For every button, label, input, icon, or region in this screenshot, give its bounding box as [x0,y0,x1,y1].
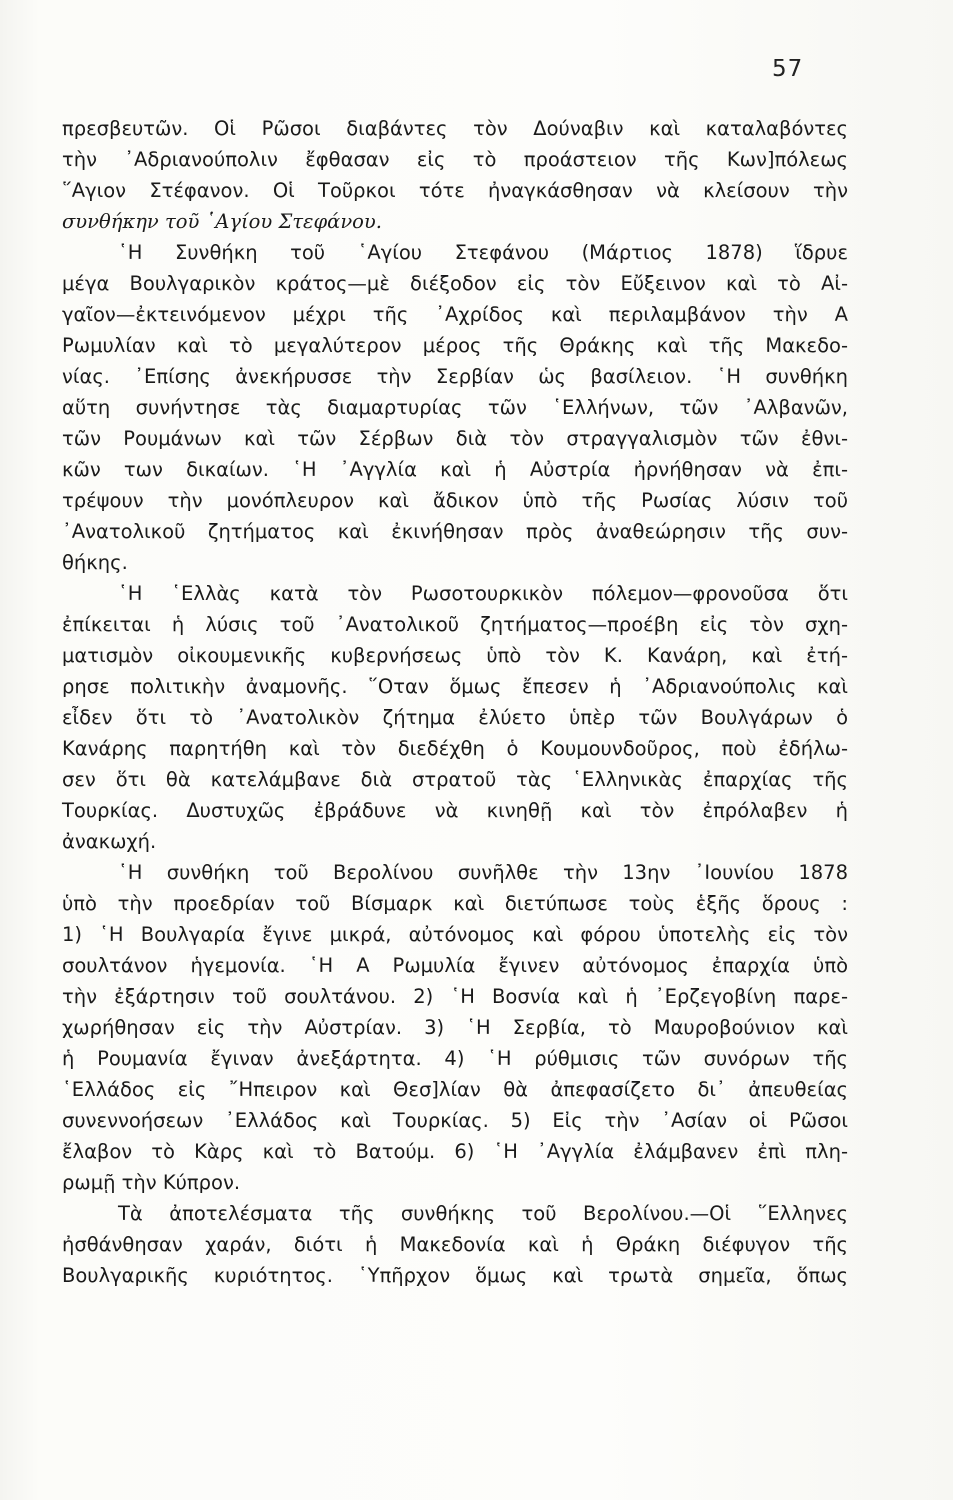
text-line: Ρωμυλίαν καὶ τὸ μεγαλύτερον μέρος τῆς Θράκης καὶ τῆς Μακεδο- [62,334,848,357]
text-line: ματισμὸν οἰκουμενικῆς κυβερνήσεως ὑπὸ τὸν Κ. Κανάρη, καὶ ἐτή- [62,644,848,667]
text-line: ῾Η συνθήκη τοῦ Βερολίνου συνῆλθε τὴν 13ην ᾿Ιουνίου 1878 [118,861,848,884]
text-line: σεν ὅτι θὰ κατελάμβανε διὰ στρατοῦ τὰς ῾Ελληνικὰς ἐπαρχίας τῆς [62,768,848,791]
text-line: ἡ Ρουμανία ἔγιναν ἀνεξάρτητα. 4) ῾Η ρύθμισις τῶν συνόρων τῆς [62,1047,848,1070]
text-line: ῞Αγιον Στέφανον. Οἱ Τοῦρκοι τότε ἠναγκάσθησαν νὰ κλείσουν τὴν [62,179,848,202]
text-line: Τὰ ἀποτελέσματα τῆς συνθήκης τοῦ Βερολίνου.—Οἱ ῞Ελληνες [118,1202,848,1225]
text-line: ἔλαβον τὸ Κὰρς καὶ τὸ Βατούμ. 6) ῾Η ᾿Αγγλία ἐλάμβανεν ἐπὶ πλη- [62,1140,848,1163]
text-line: ἠσθάνθησαν χαράν, διότι ἡ Μακεδονία καὶ ἡ Θράκη διέφυγον τῆς [62,1233,848,1256]
text-line: ᾿Ανατολικοῦ ζητήματος καὶ ἐκινήθησαν πρὸς ἀναθεώρησιν τῆς συν- [62,520,848,543]
text-line: ῾Η ῾Ελλὰς κατὰ τὸν Ρωσοτουρκικὸν πόλεμον—φρονοῦσα ὅτι [118,582,848,605]
text-line: αὕτη συνήντησε τὰς διαμαρτυρίας τῶν ῾Ελλήνων, τῶν ᾿Αλβανῶν, [62,396,848,419]
text-line: τρέψουν τὴν μονόπλευρον καὶ ἄδικον ὑπὸ τῆς Ρωσίας λύσιν τοῦ [62,489,848,512]
text-line: ἀνακωχή. [62,830,157,853]
text-body [62,113,848,1291]
text-line: 1) ῾Η Βουλγαρία ἔγινε μικρά, αὐτόνομος καὶ φόρου ὑποτελὴς εἰς τὸν [62,923,848,946]
text-line: νίας. ᾿Επίσης ἀνεκήρυσσε τὴν Σερβίαν ὡς βασίλειον. ῾Η συνθήκη [62,365,848,388]
text-line: Κανάρης παρητήθη καὶ τὸν διεδέχθη ὁ Κουμουνδοῦρος, ποὺ ἐδήλω- [62,737,848,760]
text-line: πρεσβευτῶν. Οἱ Ρῶσοι διαβάντες τὸν Δούναβιν καὶ καταλαβόντες [62,117,848,140]
text-line: μέγα Βουλγαρικὸν κράτος—μὲ διέξοδον εἰς τὸν Εὔξεινον καὶ τὸ Αἰ- [62,272,848,295]
text-line: ῾Ελλάδος εἰς ῎Ηπειρον καὶ Θεσ]λίαν θὰ ἀπεφασίζετο δι᾿ ἀπευθείας [62,1078,848,1101]
text-line: χωρήθησαν εἰς τὴν Αὐστρίαν. 3) ῾Η Σερβία, τὸ Μαυροβούνιον καὶ [62,1016,848,1039]
text-line: ρωμῇ τὴν Κύπρον. [62,1171,241,1194]
page-number: 57 [772,56,804,82]
text-line: συνθήκην τοῦ ῾Αγίου Στεφάνου. [62,210,382,233]
text-line: σουλτάνον ἡγεμονία. ῾Η Α Ρωμυλία ἔγινεν αὐτόνομος ἐπαρχία ὑπὸ [62,954,848,977]
text-line: τῶν Ρουμάνων καὶ τῶν Σέρβων διὰ τὸν στραγγαλισμὸν τῶν ἐθνι- [62,427,848,450]
text-line: συνεννοήσεων ᾿Ελλάδος καὶ Τουρκίας. 5) Εἰς τὴν ᾿Ασίαν οἱ Ρῶσοι [62,1109,848,1132]
text-line: ὑπὸ τὴν προεδρίαν τοῦ Βίσμαρκ καὶ διετύπωσε τοὺς ἑξῆς ὅρους : [62,892,848,915]
text-line: γαῖον—ἐκτεινόμενον μέχρι τῆς ᾿Αχρίδος καὶ περιλαμβάνον τὴν Α [62,303,848,326]
text-line: τὴν ᾿Αδριανούπολιν ἔφθασαν εἰς τὸ προάστειον τῆς Κων]πόλεως [62,148,848,171]
text-line: Βουλγαρικῆς κυριότητος. ῾Υπῆρχον ὅμως καὶ τρωτὰ σημεῖα, ὅπως [62,1264,848,1287]
text-line: θήκης. [62,551,128,574]
text-line: ῾Η Συνθήκη τοῦ ῾Αγίου Στεφάνου (Μάρτιος 1878) ἵδρυε [118,241,848,264]
text-line: ρησε πολιτικὴν ἀναμονῆς. ῞Οταν ὅμως ἔπεσεν ἡ ᾿Αδριανούπολις καὶ [62,675,848,698]
text-line: Τουρκίας. Δυστυχῶς ἐβράδυνε νὰ κινηθῇ καὶ τὸν ἐπρόλαβεν ἡ [62,799,848,822]
text-line: κῶν των δικαίων. ῾Η ᾿Αγγλία καὶ ἡ Αὐστρία ἠρνήθησαν νὰ ἐπι- [62,458,848,481]
text-line: εἶδεν ὅτι τὸ ᾿Ανατολικὸν ζήτημα ἐλύετο ὑπὲρ τῶν Βουλγάρων ὁ [62,706,848,729]
text-line: ἐπίκειται ἡ λύσις τοῦ ᾿Ανατολικοῦ ζητήματος—προέβη εἰς τὸν σχη- [62,613,848,636]
text-line: τὴν ἐξάρτησιν τοῦ σουλτάνου. 2) ῾Η Βοσνία καὶ ἡ ᾿Ερζεγοβίνη παρε- [62,985,848,1008]
